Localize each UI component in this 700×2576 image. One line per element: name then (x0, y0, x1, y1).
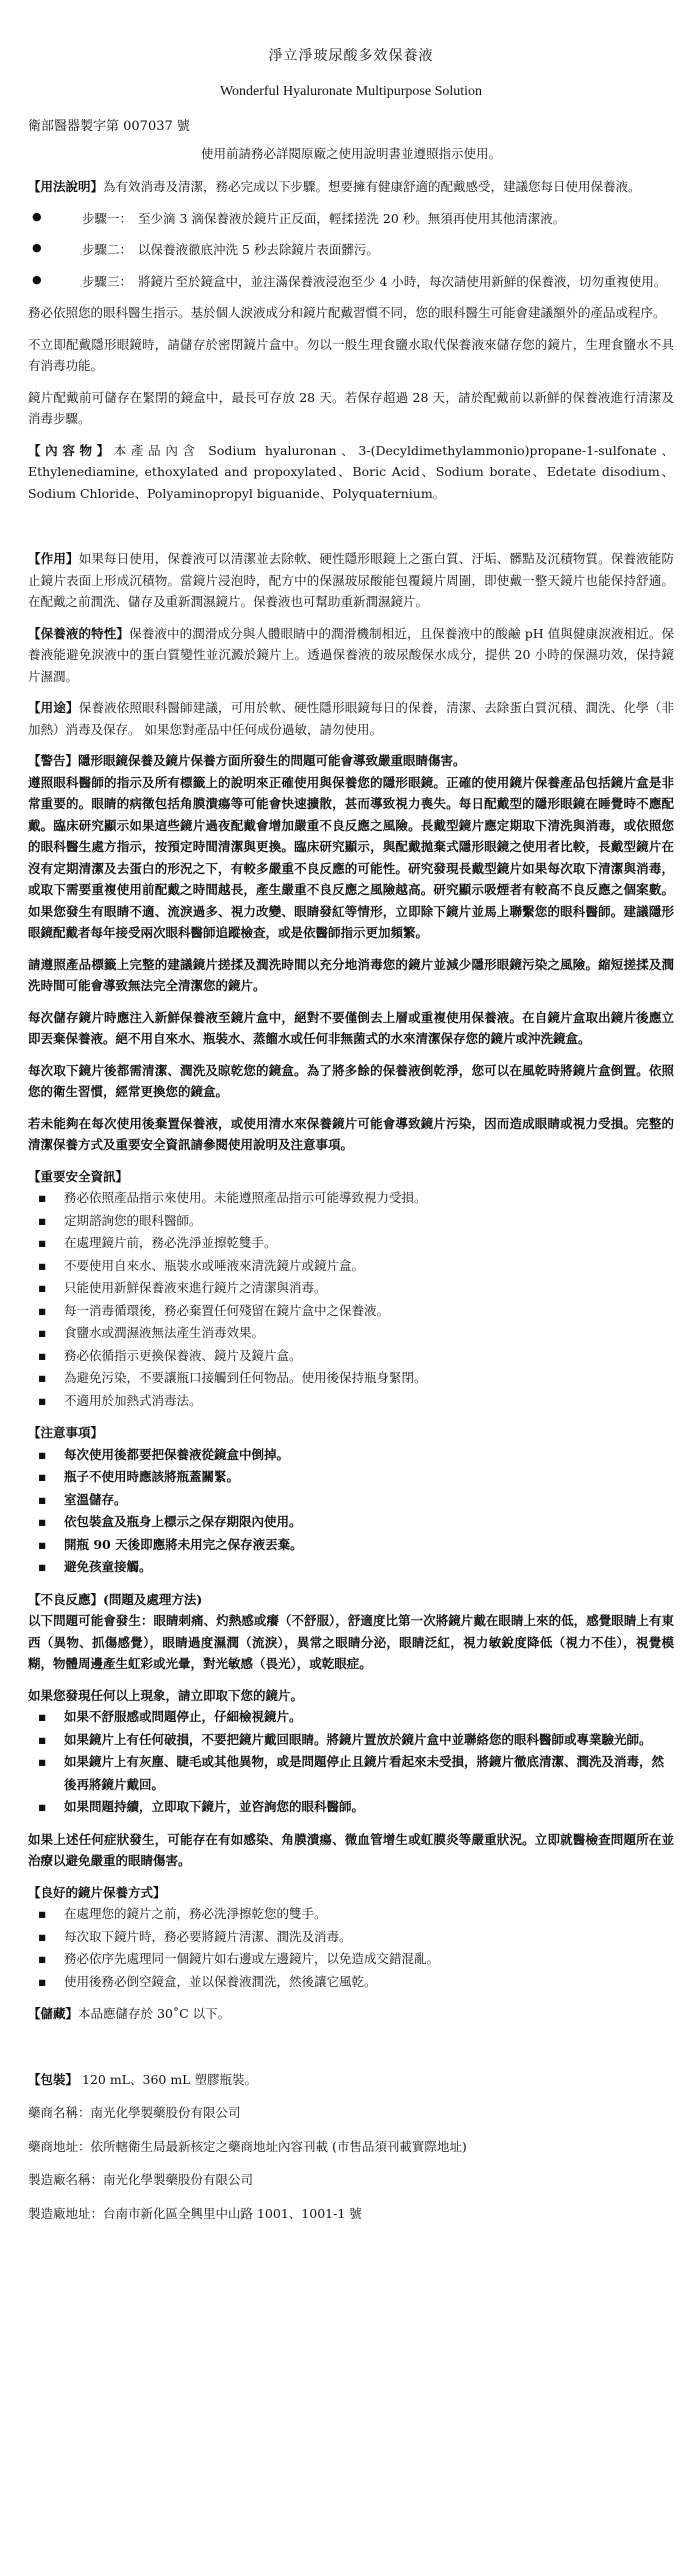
list-item: ▪ 務必依序先處理同一個鏡片如右邊或左邊鏡片，以免造成交錯混亂。 (28, 1948, 674, 1971)
company-info (28, 2102, 674, 2224)
list-item: ▪ 不適用於加熱式消毒法。 (28, 1390, 674, 1413)
step-text: 至少滴 3 滴保養液於鏡片正反面，輕揉搓洗 20 秒。無須再使用其他清潔液。 (138, 210, 566, 226)
list-item: ▪ 不要使用自來水、瓶裝水或唾液來清洗鏡片或鏡片盒。 (28, 1255, 674, 1278)
manufacturer-name: 製造廠名稱：南光化學製藥股份有限公司 (28, 2172, 254, 2188)
adverse-list (28, 1706, 674, 1819)
product-title-english: Wonderful Hyaluronate Multipurpose Solution (219, 84, 483, 100)
warning-heading: 【警告】 (28, 753, 79, 769)
warning-paragraph: 遵照眼科醫師的指示及所有標籤上的說明來正確使用與保養您的隱形眼鏡。正確的使用鏡片保養產品包括鏡片盒是非常重要的。眼睛的病徵包括角膜潰瘍等可能會快速擴散，甚而導致視力喪失。每日配戴型的隱形眼鏡在睡覺時不應配戴。臨床研究顯示如果這些鏡片過夜配戴會增加嚴重不良反應之風險。長戴型鏡片應定期取下清洗與消毒，或依照您的眼科醫生處方指示，按預定時間清潔與更換。臨床研究顯示，與配戴拋棄式隱形眼鏡之使用者比較，長戴型鏡片在沒有定期清潔及去蛋白的形況之下，有較多嚴重不良反應的可能性。研究發現長戴型鏡片如果每次取下清潔與消毒，或取下需要重複使用前配戴之時間越長，產生嚴重不良反應之風險越高。研究顯示吸煙者有較高不良反應之個案數。如果您發生有眼睛不適、流淚過多、視力改變、眼睛發紅等情形，立即除下鏡片並馬上聯繫您的眼科醫師。建議隱形眼鏡配戴者每年接受兩次眼科醫師追蹤檢查，或是依醫師指示更加頻繁。 (28, 774, 674, 941)
features-section (28, 623, 674, 688)
adverse-paragraph: 以下問題可能會發生：眼睛刺痛、灼熱感或癢（不舒服），舒適度比第一次將鏡片戴在眼睛上來的低，感覺眼睛上有東西（異物、抓傷感覺），眼睛過度濕潤（流淚），異常之眼睛分泌，眼睛泛紅，視力敏銳度降低（視力不佳），視覺模糊，物體周邊產生虹彩或光暈，對光敏感（畏光），或乾眼症。 (28, 1613, 674, 1672)
storage-heading: 【儲藏】 (28, 2006, 79, 2022)
list-item: ▪ 定期諮詢您的眼科醫師。 (28, 1210, 674, 1233)
package-text: 120 mL、360 mL 塑膠瓶裝。 (82, 2071, 257, 2087)
step-label: 步驟三： (82, 273, 133, 289)
list-item: ▪ 如果不舒服感或問題停止，仔細檢視鏡片。 (28, 1706, 674, 1729)
list-item: ▪ 使用後務必倒空鏡盒，並以保養液潤洗，然後讓它風乾。 (28, 1971, 674, 1994)
action-heading: 【作用】 (28, 551, 79, 567)
list-item: ▪ 依包裝盒及瓶身上標示之保存期限內使用。 (28, 1511, 674, 1534)
habits-heading: 【良好的鏡片保養方式】 (28, 1884, 166, 1900)
usage-step (28, 271, 674, 293)
package-section (28, 2069, 674, 2091)
manufacturer-address: 製造廠地址：台南市新化區全興里中山路 1001、1001-1 號 (28, 2205, 362, 2221)
warning-paragraph: 若未能夠在每次使用後棄置保養液，或使用清水來保養鏡片可能會導致鏡片污染，因而造成眼睛或視力受損。完整的清潔保養方式及重要安全資訊請參閱使用說明及注意事項。 (28, 1115, 674, 1153)
list-item: ▪ 食鹽水或潤濕液無法產生消毒效果。 (28, 1322, 674, 1345)
contents-text: 本產品內含 Sodium hyaluronan、3-(Decyldimethylammonio)propane-1-sulfonate、Ethylenediamine, ethoxylated and propoxylated、Boric Acid、Sodium borate、Edetate disodium、Sodium Chloride、Polyaminopropyl biguanide、Polyquaternium。 (28, 442, 674, 501)
contents-heading: 【內容物】 (28, 442, 114, 458)
action-text: 如果每日使用，保養液可以清潔並去除軟、硬性隱形眼鏡上之蛋白質、汙垢、髒點及沉積物質。保養液能防止鏡片表面上形成沉積物。當鏡片浸泡時，配方中的保濕玻尿酸能包覆鏡片周圍，即使戴一整天鏡片也能保持舒適。在配戴之前潤洗、儲存及重新潤濕鏡片。保養液也可幫助重新潤濕鏡片。 (28, 551, 674, 610)
brand-address: 藥商地址：依所轄衛生局最新核定之藥商地址內容刊載 (市售品須刊載實際地址) (28, 2138, 467, 2154)
usage-paragraph: 鏡片配戴前可儲存在緊閉的鏡盒中，最長可存放 28 天。若保存超過 28 天，請於配戴前以新鮮的保養液進行清潔及消毒步驟。 (28, 389, 674, 427)
adverse-paragraph: 如果上述任何症狀發生，可能存在有如感染、角膜潰瘍、微血管增生或虹膜炎等嚴重狀況。立即就醫檢查問題所在並治療以避免嚴重的眼睛傷害。 (28, 1831, 674, 1869)
list-item: ▪ 務必依照產品指示來使用。未能遵照產品指示可能導致視力受損。 (28, 1187, 674, 1210)
adverse-heading: 【不良反應】(問題及處理方法) (28, 1591, 203, 1607)
purpose-text: 保養液依照眼科醫師建議，可用於軟、硬性隱形眼鏡每日的保養，清潔、去除蛋白質沉積、潤洗、化學（非加熱）消毒及保存。 如果您對產品中任何成份過敏，請勿使用。 (28, 700, 674, 737)
list-item: ▪ 瓶子不使用時應該將瓶蓋關緊。 (28, 1466, 674, 1489)
license-number: 衛部醫器製字第 007037 號 (28, 119, 190, 135)
features-text: 保養液中的潤滑成分與人體眼睛中的潤滑機制相近，且保養液中的酸鹼 pH 值與健康淚液相近。保養液能避免淚液中的蛋白質變性並沉澱於鏡片上。透過保養液的玻尿酸保水成分，提供 20 小時的保濕功效，保持鏡片濕潤。 (28, 625, 674, 684)
list-item: ▪ 如果鏡片上有灰塵、睫毛或其他異物，或是問題停止且鏡片看起來未受損，將鏡片徹底清潔、潤洗及消毒，然後再將鏡片戴回。 (28, 1751, 674, 1796)
list-item: ▪ 室溫儲存。 (28, 1489, 674, 1512)
usage-paragraph: 不立即配戴隱形眼鏡時，請儲存於密閉鏡片盒中。勿以一般生理食鹽水取代保養液來儲存您的鏡片，生理食鹽水不具有消毒功能。 (28, 336, 674, 374)
step-text: 將鏡片至於鏡盒中，並注滿保養液浸泡至少 4 小時，每次請使用新鮮的保養液，切勿重複使用。 (138, 273, 667, 289)
package-heading: 【包裝】 (28, 2071, 79, 2087)
brand-name: 藥商名稱：南光化學製藥股份有限公司 (28, 2105, 241, 2121)
usage-section (28, 176, 674, 198)
list-item: ▪ 在處理鏡片前，務必洗淨並擦乾雙手。 (28, 1232, 674, 1255)
list-item: ▪ 為避免污染，不要讓瓶口接觸到任何物品。使用後保持瓶身緊閉。 (28, 1367, 674, 1390)
step-text: 以保養液徹底沖洗 5 秒去除鏡片表面髒污。 (138, 242, 379, 258)
usage-steps (28, 208, 674, 293)
habits-list (28, 1903, 674, 1993)
action-section (28, 548, 674, 613)
list-item: ▪ 每次使用後都要把保養液從鏡盒中倒掉。 (28, 1444, 674, 1467)
storage-section (28, 2003, 674, 2025)
product-title-chinese: 淨立淨玻尿酸多效保養液 (268, 48, 434, 64)
adverse-paragraph: 如果您發現任何以上現象，請立即取下您的鏡片。 (28, 1687, 304, 1703)
warning-section (28, 750, 674, 944)
step-label: 步驟一： (82, 210, 133, 226)
read-instructions-notice: 使用前請務必詳閱原廠之使用說明書並遵照指示使用。 (200, 145, 501, 161)
warning-paragraph: 每次取下鏡片後都需清潔、潤洗及晾乾您的鏡盒。為了將多餘的保養液倒乾淨，您可以在風乾時將鏡片盒倒置。依照您的衛生習慣，經常更換您的鏡盒。 (28, 1062, 674, 1100)
warning-paragraph: 每次儲存鏡片時應注入新鮮保養液至鏡片盒中，絕對不要僅倒去上層或重複使用保養液。在自鏡片盒取出鏡片後應立即丟棄保養液。絕不用自來水、瓶裝水、蒸餾水或任何非無菌式的水來清潔保存您的鏡片或沖洗鏡盒。 (28, 1009, 674, 1047)
list-item: ▪ 每一消毒循環後，務必棄置任何殘留在鏡片盒中之保養液。 (28, 1300, 674, 1323)
usage-paragraph: 務必依照您的眼科醫生指示。基於個人淚液成分和鏡片配戴習慣不同，您的眼科醫生可能會建議額外的產品或程序。 (28, 305, 666, 321)
storage-text: 本品應儲存於 30˚C 以下。 (78, 2006, 231, 2022)
contents-section (28, 440, 674, 505)
usage-intro: 為有效消毒及清潔，務必完成以下步驟。想要擁有健康舒適的配戴感受，建議您每日使用保養液。 (103, 179, 641, 195)
list-item: ▪ 只能使用新鮮保養液來進行鏡片之清潔與消毒。 (28, 1277, 674, 1300)
safety-heading: 【重要安全資訊】 (28, 1168, 129, 1184)
features-heading: 【保養液的特性】 (28, 625, 130, 641)
usage-heading: 【用法說明】 (28, 179, 104, 195)
purpose-section (28, 697, 674, 740)
usage-step (28, 239, 674, 261)
list-item: ▪ 如果鏡片上有任何破損，不要把鏡片戴回眼睛。將鏡片置放於鏡片盒中並聯絡您的眼科醫師或專業驗光師。 (28, 1729, 674, 1752)
usage-step (28, 208, 674, 230)
safety-list (28, 1187, 674, 1412)
list-item: ▪ 避免孩童接觸。 (28, 1556, 674, 1579)
list-item: ▪ 務必依循指示更換保養液、鏡片及鏡片盒。 (28, 1345, 674, 1368)
warning-lead: 隱形眼鏡保養及鏡片保養方面所發生的問題可能會導致嚴重眼睛傷害。 (78, 753, 466, 769)
step-label: 步驟二： (82, 242, 133, 258)
cautions-heading: 【注意事項】 (28, 1425, 104, 1441)
cautions-list (28, 1444, 674, 1579)
purpose-heading: 【用途】 (28, 700, 79, 716)
list-item: ▪ 如果問題持續，立即取下鏡片，並咨詢您的眼科醫師。 (28, 1796, 674, 1819)
list-item: ▪ 每次取下鏡片時，務必要將鏡片清潔、潤洗及消毒。 (28, 1926, 674, 1949)
warning-paragraph: 請遵照產品標籤上完整的建議鏡片搓揉及潤洗時間以充分地消毒您的鏡片並減少隱形眼鏡污染之風險。縮短搓揉及潤洗時間可能會導致無法完全清潔您的鏡片。 (28, 956, 674, 994)
list-item: ▪ 在處理您的鏡片之前，務必洗淨擦乾您的雙手。 (28, 1903, 674, 1926)
list-item: ▪ 開瓶 90 天後即應將未用完之保存液丟棄。 (28, 1534, 674, 1557)
